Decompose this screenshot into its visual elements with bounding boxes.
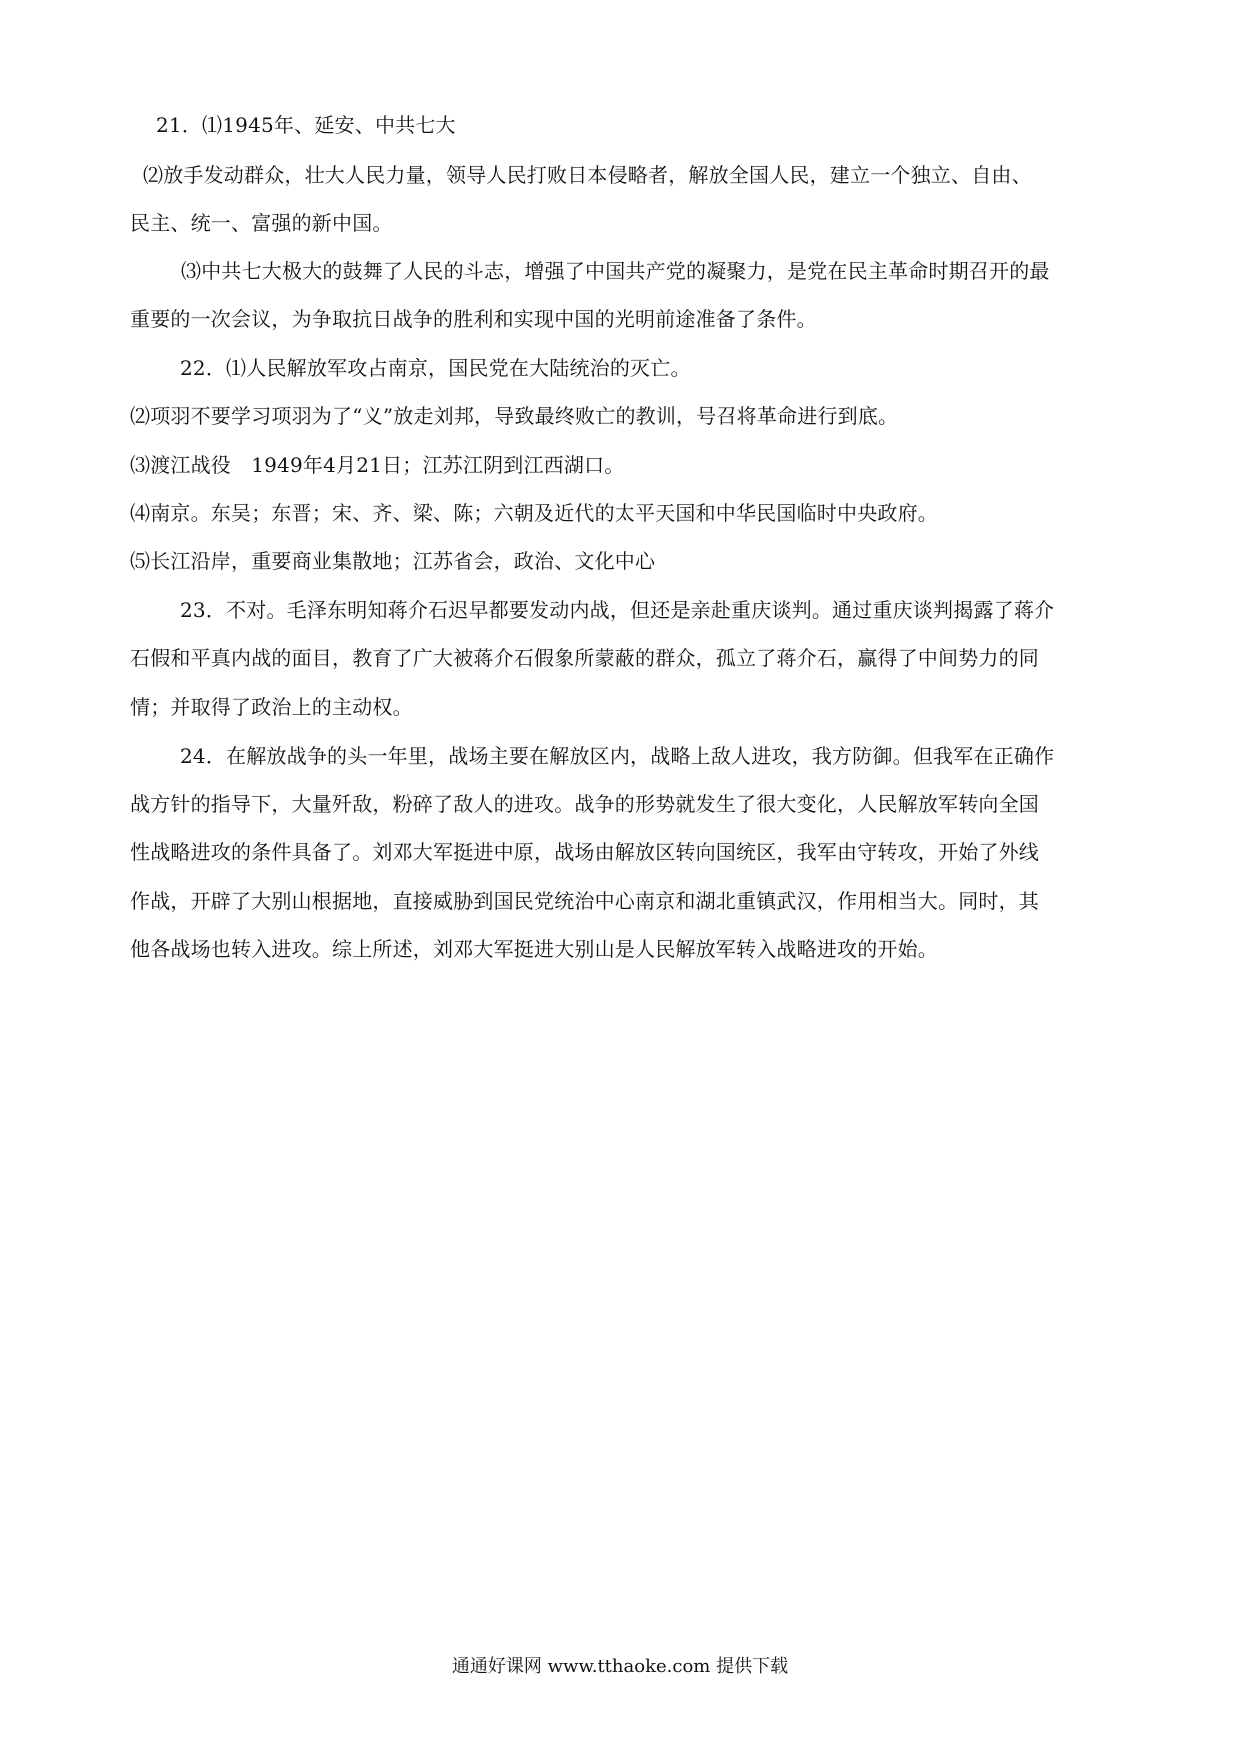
answer-23-line-2: 石假和平真内战的面目，教育了广大被蒋介石假象所蒙蔽的群众，孤立了蒋介石，赢得了中间势力的同 — [130, 646, 1039, 670]
answer-24-line-2: 战方针的指导下，大量歼敌，粉碎了敌人的进攻。战争的形势就发生了很大变化，人民解放军转向全国 — [130, 792, 1039, 816]
answer-24-line-1: 24．在解放战争的头一年里，战场主要在解放区内，战略上敌人进攻，我方防御。但我军在正确作 — [180, 744, 1055, 768]
answer-21-part-2-line-2: 民主、统一、富强的新中国。 — [130, 211, 393, 235]
answer-21-part-3-line-2: 重要的一次会议，为争取抗日战争的胜利和实现中国的光明前途准备了条件。 — [130, 307, 817, 331]
answer-22-part-3: ⑶渡江战役 1949年4月21日；江苏江阴到江西湖口。 — [130, 453, 625, 477]
answer-22-part-4: ⑷南京。东吴；东晋；宋、齐、梁、陈；六朝及近代的太平天国和中华民国临时中央政府。 — [130, 501, 938, 525]
answer-24-line-3: 性战略进攻的条件具备了。刘邓大军挺进中原，战场由解放区转向国统区，我军由守转攻，开始了外线 — [130, 840, 1039, 864]
answer-22-part-1: 22．⑴人民解放军攻占南京，国民党在大陆统治的灭亡。 — [180, 356, 691, 380]
answer-23-line-1: 23．不对。毛泽东明知蒋介石迟早都要发动内战，但还是亲赴重庆谈判。通过重庆谈判揭露了蒋介 — [180, 598, 1055, 622]
answer-21-part-3-line-1: ⑶中共七大极大的鼓舞了人民的斗志，增强了中国共产党的凝聚力，是党在民主革命时期召开的最 — [181, 259, 1050, 283]
answer-24-line-4: 作战，开辟了大别山根据地，直接威胁到国民党统治中心南京和湖北重镇武汉，作用相当大。同时，其 — [130, 889, 1039, 913]
answer-21-part-2-line-1: ⑵放手发动群众，壮大人民力量，领导人民打败日本侵略者，解放全国人民，建立一个独立、自由、 — [143, 163, 1032, 187]
answer-24-line-5: 他各战场也转入进攻。综上所述，刘邓大军挺进大别山是人民解放军转入战略进攻的开始。 — [130, 937, 938, 961]
answer-22-part-5: ⑸长江沿岸，重要商业集散地；江苏省会，政治、文化中心 — [130, 549, 656, 573]
answer-21-part-1: 21．⑴1945年、延安、中共七大 — [156, 113, 456, 137]
answer-23-line-3: 情；并取得了政治上的主动权。 — [130, 695, 413, 719]
answer-22-part-2: ⑵项羽不要学习项羽为了“义”放走刘邦，导致最终败亡的教训，号召将革命进行到底。 — [130, 404, 899, 428]
footer-download-notice: 通通好课网 www.tthaoke.com 提供下载 — [451, 1656, 789, 1677]
